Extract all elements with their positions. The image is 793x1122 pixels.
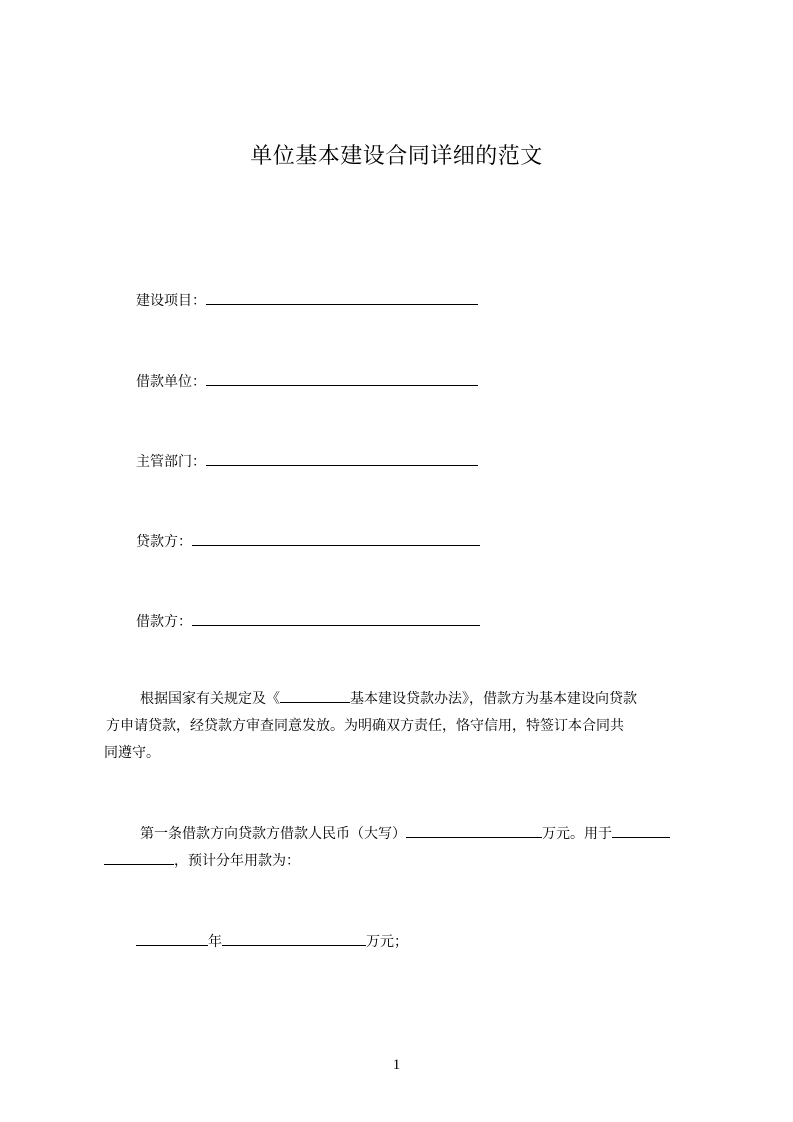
blank-line [280,688,350,703]
preamble-paragraph [104,686,704,767]
field-label: 贷款方： [136,534,192,550]
field-label: 借款方： [136,614,192,630]
field-construction-project [136,290,478,311]
article-1-paragraph [104,821,704,875]
year-label: 年 [208,934,222,950]
yearly-amount-line [136,931,408,952]
field-borrower [136,611,480,632]
field-label: 主管部门： [136,454,206,470]
blank-line [136,931,208,946]
page-number: 1 [392,1057,401,1073]
field-lender [136,531,480,552]
blank-line [206,451,478,466]
page-title: 单位基本建设合同详细的范文 [250,144,543,169]
paragraph-line: 方申请贷款，经贷款方审查同意发放。为明确双方责任，恪守信用，特签订本合同共 [106,718,624,734]
article-text: ，预计分年用款为： [174,853,300,869]
blank-line [222,931,366,946]
field-label: 借款单位： [136,374,206,390]
blank-line [612,823,670,838]
paragraph-line [104,821,704,848]
paragraph-line [104,686,704,713]
blank-line [192,531,480,546]
field-borrowing-unit [136,371,478,392]
field-supervising-department [136,451,478,472]
article-text: 第一条借款方向贷款方借款人民币（大写） [140,826,406,842]
blank-line [192,611,480,626]
blank-line [206,371,478,386]
preamble-text: 基本建设贷款办法》，借款方为基本建设向贷款 [350,691,637,707]
field-label: 建设项目： [136,293,206,309]
article-text: 万元。用于 [542,826,612,842]
blank-line [206,290,478,305]
paragraph-line [104,848,704,875]
blank-line [406,823,542,838]
blank-line [104,850,174,865]
preamble-text: 根据国家有关规定及《 [140,691,280,707]
amount-label: 万元； [366,934,408,950]
paragraph-line: 同遵守。 [104,745,160,761]
